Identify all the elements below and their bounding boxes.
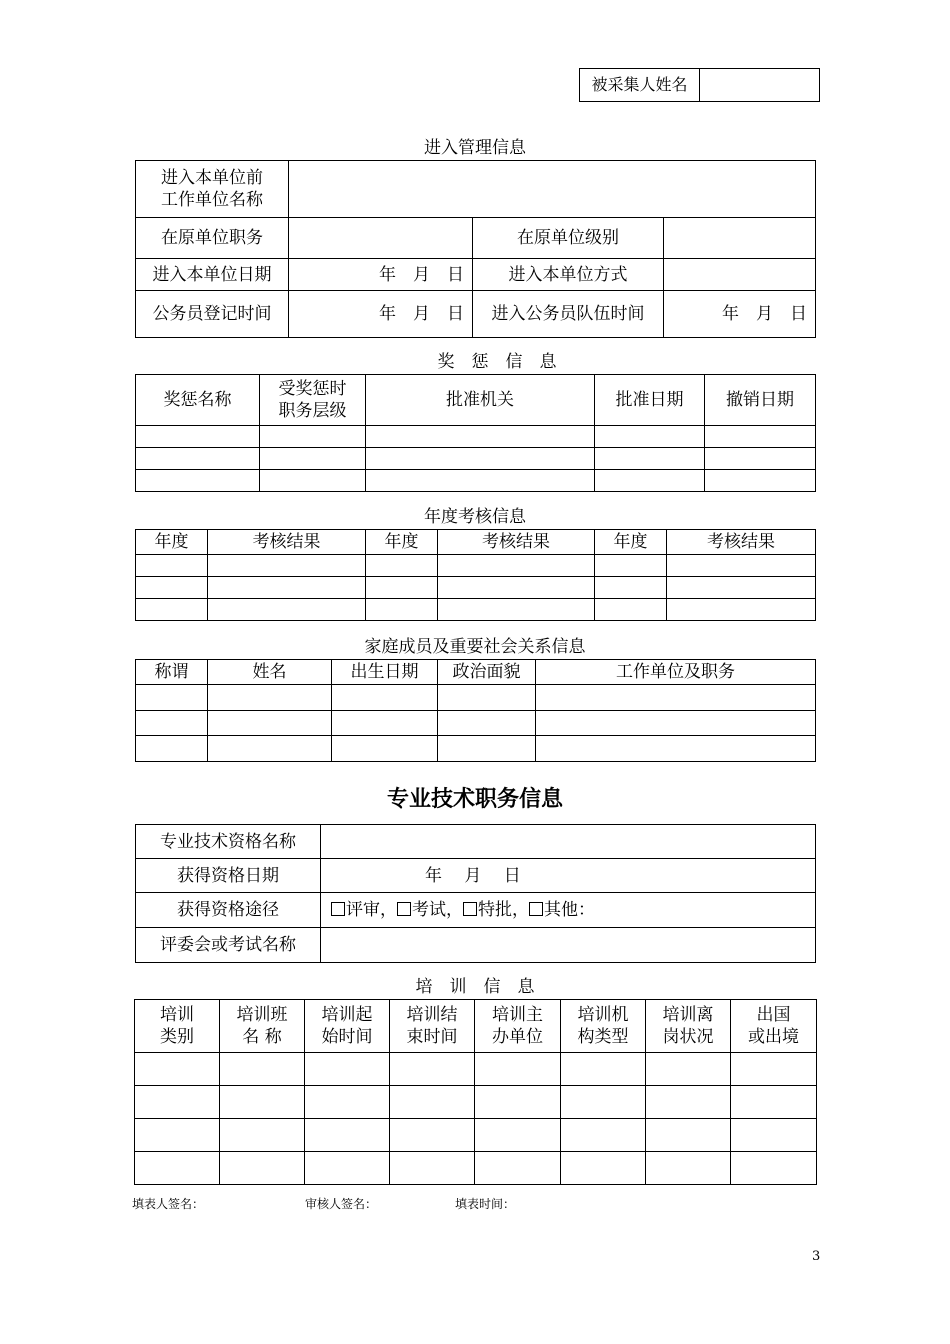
entry-date-input[interactable]: 年 月 日 xyxy=(289,259,473,291)
table-cell[interactable] xyxy=(438,711,536,736)
table-cell[interactable] xyxy=(136,448,260,470)
rewards-header-name: 奖惩名称 xyxy=(136,375,260,426)
table-cell[interactable] xyxy=(305,1053,390,1086)
prev-unit-input[interactable] xyxy=(289,161,816,218)
table-cell[interactable] xyxy=(136,736,208,762)
table-cell[interactable] xyxy=(136,470,260,492)
training-title: 培 训 信 息 xyxy=(415,977,535,997)
table-cell[interactable] xyxy=(731,1053,817,1086)
table-cell[interactable] xyxy=(208,577,366,599)
table-cell[interactable] xyxy=(561,1086,646,1119)
exam-checkbox[interactable] xyxy=(397,902,411,916)
table-cell[interactable] xyxy=(705,448,816,470)
table-row xyxy=(136,599,816,621)
table-cell[interactable] xyxy=(731,1086,817,1119)
training-header-end: 培训结 束时间 xyxy=(390,1000,475,1053)
prev-post-label: 在原单位职务 xyxy=(136,218,289,259)
table-cell[interactable] xyxy=(646,1119,731,1152)
table-cell[interactable] xyxy=(595,599,667,621)
table-cell[interactable] xyxy=(208,599,366,621)
table-cell[interactable] xyxy=(135,1053,220,1086)
table-cell[interactable] xyxy=(136,426,260,448)
training-header-type: 培训 类别 xyxy=(135,1000,220,1053)
rewards-header-authority: 批准机关 xyxy=(366,375,595,426)
table-row xyxy=(136,577,816,599)
other-option-label: 其他： xyxy=(544,900,595,920)
table-cell[interactable] xyxy=(136,577,208,599)
table-cell[interactable] xyxy=(595,577,667,599)
family-header-name: 姓名 xyxy=(208,660,332,685)
table-cell[interactable] xyxy=(366,426,595,448)
fill-time-label: 填表时间： xyxy=(455,1197,516,1211)
review-option-label: 评审， xyxy=(346,900,397,920)
committee-label: 评委会或考试名称 xyxy=(136,928,321,963)
table-cell[interactable] xyxy=(646,1086,731,1119)
tech-title: 专业技术职务信息 xyxy=(386,787,563,812)
table-cell[interactable] xyxy=(705,470,816,492)
table-cell[interactable] xyxy=(366,599,438,621)
table-cell[interactable] xyxy=(595,426,705,448)
table-cell[interactable] xyxy=(366,577,438,599)
table-cell[interactable] xyxy=(536,685,816,711)
prev-level-input[interactable] xyxy=(664,218,816,259)
training-header-leave-status: 培训离 岗状况 xyxy=(646,1000,731,1053)
qual-name-input[interactable] xyxy=(321,825,816,859)
table-cell[interactable] xyxy=(332,685,438,711)
table-cell[interactable] xyxy=(135,1119,220,1152)
table-cell[interactable] xyxy=(208,711,332,736)
special-approval-checkbox[interactable] xyxy=(463,902,477,916)
appraisal-header-result: 考核结果 xyxy=(438,530,595,555)
table-row xyxy=(136,711,816,736)
table-cell[interactable] xyxy=(208,736,332,762)
table-cell[interactable] xyxy=(438,685,536,711)
table-cell[interactable] xyxy=(438,555,595,577)
table-cell[interactable] xyxy=(136,711,208,736)
qual-way-options xyxy=(321,893,816,928)
training-header-start: 培训起 始时间 xyxy=(305,1000,390,1053)
table-cell[interactable] xyxy=(260,470,366,492)
collected-person-name-label: 被采集人姓名 xyxy=(580,69,700,102)
table-cell[interactable] xyxy=(220,1152,305,1185)
table-cell[interactable] xyxy=(438,736,536,762)
table-cell[interactable] xyxy=(561,1152,646,1185)
table-row xyxy=(136,426,816,448)
table-cell[interactable] xyxy=(366,470,595,492)
table-cell[interactable] xyxy=(705,426,816,448)
rewards-header-level: 受奖惩时 职务层级 xyxy=(260,375,366,426)
rewards-title: 奖 惩 信 息 xyxy=(437,352,557,372)
table-cell[interactable] xyxy=(667,599,816,621)
table-cell[interactable] xyxy=(305,1086,390,1119)
prev-level-label: 在原单位级别 xyxy=(473,218,664,259)
table-cell[interactable] xyxy=(595,448,705,470)
table-cell[interactable] xyxy=(220,1119,305,1152)
collected-person-name-box xyxy=(579,68,820,102)
table-cell[interactable] xyxy=(646,1152,731,1185)
other-checkbox[interactable] xyxy=(529,902,543,916)
family-title: 家庭成员及重要社会关系信息 xyxy=(364,637,586,657)
committee-input[interactable] xyxy=(321,928,816,963)
table-cell[interactable] xyxy=(731,1152,817,1185)
reg-time-input[interactable]: 年 月 日 xyxy=(289,291,473,338)
table-cell[interactable] xyxy=(731,1119,817,1152)
table-cell[interactable] xyxy=(390,1152,475,1185)
mgmt-table xyxy=(135,160,816,338)
table-cell[interactable] xyxy=(438,599,595,621)
table-cell[interactable] xyxy=(390,1119,475,1152)
appraisal-header-result: 考核结果 xyxy=(208,530,366,555)
join-time-label: 进入公务员队伍时间 xyxy=(473,291,664,338)
table-cell[interactable] xyxy=(646,1053,731,1086)
family-table xyxy=(135,659,816,762)
table-row xyxy=(136,685,816,711)
table-cell[interactable] xyxy=(136,599,208,621)
family-header-relation: 称谓 xyxy=(136,660,208,685)
rewards-header-approve-date: 批准日期 xyxy=(595,375,705,426)
exam-option-label: 考试， xyxy=(412,900,463,920)
appraisal-header-result: 考核结果 xyxy=(667,530,816,555)
table-cell[interactable] xyxy=(135,1152,220,1185)
training-header-institution-type: 培训机 构类型 xyxy=(561,1000,646,1053)
reg-time-label: 公务员登记时间 xyxy=(136,291,289,338)
table-cell[interactable] xyxy=(366,555,438,577)
table-cell[interactable] xyxy=(475,1152,561,1185)
appraisal-header-year: 年度 xyxy=(366,530,438,555)
rewards-table xyxy=(135,374,816,492)
table-row xyxy=(135,1119,817,1152)
table-row xyxy=(136,555,816,577)
table-cell[interactable] xyxy=(561,1119,646,1152)
table-cell[interactable] xyxy=(260,448,366,470)
table-cell[interactable] xyxy=(595,470,705,492)
table-cell[interactable] xyxy=(305,1152,390,1185)
prev-unit-label: 进入本单位前 工作单位名称 xyxy=(136,161,289,218)
table-cell[interactable] xyxy=(536,711,816,736)
table-cell[interactable] xyxy=(475,1053,561,1086)
table-cell[interactable] xyxy=(305,1119,390,1152)
appraisal-table xyxy=(135,529,816,621)
tech-table xyxy=(135,824,816,963)
table-cell[interactable] xyxy=(260,426,366,448)
table-cell[interactable] xyxy=(561,1053,646,1086)
family-header-work: 工作单位及职务 xyxy=(536,660,816,685)
training-header-organizer: 培训主 办单位 xyxy=(475,1000,561,1053)
table-row xyxy=(135,1086,817,1119)
table-cell[interactable] xyxy=(390,1086,475,1119)
entry-mode-label: 进入本单位方式 xyxy=(473,259,664,291)
table-cell[interactable] xyxy=(135,1086,220,1119)
entry-mode-input[interactable] xyxy=(664,259,816,291)
reviewer-signature-label: 审核人签名： xyxy=(305,1197,378,1211)
qual-date-label: 获得资格日期 xyxy=(136,859,321,893)
appraisal-header-year: 年度 xyxy=(136,530,208,555)
table-cell[interactable] xyxy=(475,1086,561,1119)
qual-way-label: 获得资格途径 xyxy=(136,893,321,928)
mgmt-title: 进入管理信息 xyxy=(424,138,526,158)
table-row xyxy=(135,1053,817,1086)
entry-date-label: 进入本单位日期 xyxy=(136,259,289,291)
page-number: 3 xyxy=(812,1249,821,1264)
table-cell[interactable] xyxy=(536,736,816,762)
table-cell[interactable] xyxy=(208,555,366,577)
special-approval-option-label: 特批， xyxy=(478,900,529,920)
qual-name-label: 专业技术资格名称 xyxy=(136,825,321,859)
family-header-politics: 政治面貌 xyxy=(438,660,536,685)
training-table xyxy=(134,999,817,1185)
table-cell[interactable] xyxy=(390,1053,475,1086)
table-cell[interactable] xyxy=(220,1086,305,1119)
appraisal-header-year: 年度 xyxy=(595,530,667,555)
table-cell[interactable] xyxy=(208,685,332,711)
filler-signature-label: 填表人签名： xyxy=(132,1197,205,1211)
table-cell[interactable] xyxy=(332,711,438,736)
table-cell[interactable] xyxy=(332,736,438,762)
table-cell[interactable] xyxy=(136,685,208,711)
table-cell[interactable] xyxy=(667,555,816,577)
table-cell[interactable] xyxy=(136,555,208,577)
collected-person-name-input[interactable] xyxy=(700,69,820,102)
join-time-input[interactable]: 年 月 日 xyxy=(664,291,816,338)
table-cell[interactable] xyxy=(595,555,667,577)
table-row xyxy=(136,448,816,470)
table-cell[interactable] xyxy=(438,577,595,599)
appraisal-title: 年度考核信息 xyxy=(424,507,526,527)
table-row xyxy=(136,470,816,492)
training-header-class-name: 培训班 名 称 xyxy=(220,1000,305,1053)
table-cell[interactable] xyxy=(667,577,816,599)
table-row xyxy=(135,1152,817,1185)
rewards-header-revoke-date: 撤销日期 xyxy=(705,375,816,426)
table-cell[interactable] xyxy=(475,1119,561,1152)
training-header-abroad: 出国 或出境 xyxy=(731,1000,817,1053)
qual-date-input[interactable]: 年 月 日 xyxy=(321,859,816,893)
table-cell[interactable] xyxy=(220,1053,305,1086)
prev-post-input[interactable] xyxy=(289,218,473,259)
family-header-birth: 出生日期 xyxy=(332,660,438,685)
table-row xyxy=(136,736,816,762)
review-checkbox[interactable] xyxy=(331,902,345,916)
table-cell[interactable] xyxy=(366,448,595,470)
